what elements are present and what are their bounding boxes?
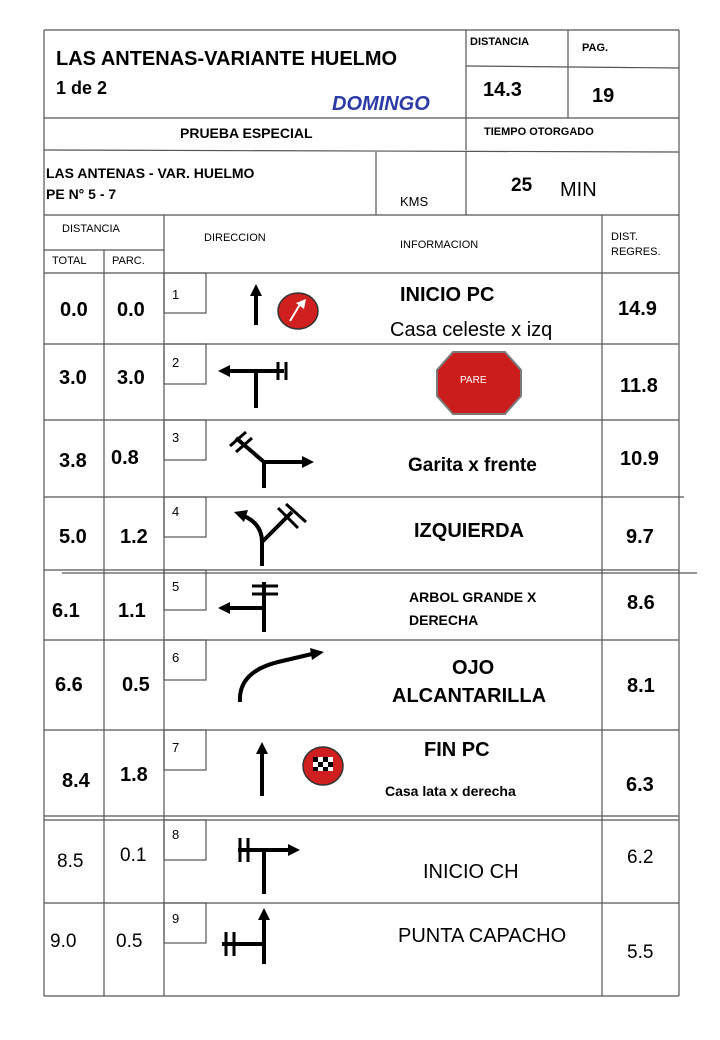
time-value: 25 <box>511 175 533 196</box>
col-remaining-2: REGRES. <box>611 246 661 258</box>
partial-distance: 3.0 <box>117 367 145 389</box>
remaining-distance: 5.5 <box>627 942 654 963</box>
total-distance: 8.5 <box>57 851 84 872</box>
info-subtext: Casa lata x derecha <box>385 783 516 799</box>
partial-distance: 1.2 <box>120 526 148 548</box>
t-junction-right-icon <box>228 828 304 898</box>
col-total: TOTAL <box>52 255 87 267</box>
remaining-distance: 9.7 <box>626 526 654 548</box>
partial-distance: 0.5 <box>116 931 143 952</box>
total-distance: 6.1 <box>52 600 80 622</box>
sheet-count: 1 de 2 <box>56 78 108 98</box>
junction-left-straight-icon <box>216 904 276 968</box>
kms-label: KMS <box>400 194 429 209</box>
total-distance: 0.0 <box>60 299 88 321</box>
row-index: 8 <box>172 827 180 842</box>
col-info: INFORMACION <box>400 239 479 251</box>
row-index: 2 <box>172 355 180 370</box>
row-index: 7 <box>172 740 180 755</box>
info-text: PUNTA CAPACHO <box>398 925 567 947</box>
partial-distance: 1.1 <box>118 600 146 622</box>
info-text: OJO <box>452 657 495 679</box>
total-distance: 5.0 <box>59 526 87 548</box>
time-unit: MIN <box>560 179 597 201</box>
day-label: DOMINGO <box>332 93 430 115</box>
remaining-distance: 6.2 <box>627 847 654 868</box>
info-subtext: Casa celeste x izq <box>390 319 553 341</box>
row-index: 5 <box>172 579 180 594</box>
remaining-distance: 11.8 <box>620 375 658 397</box>
info-text: INICIO PC <box>400 284 495 306</box>
junction-right-icon <box>226 426 316 492</box>
row-index: 6 <box>172 650 180 665</box>
info-text: Garita x frente <box>408 455 537 476</box>
straight-arrow-icon <box>248 740 278 800</box>
remaining-distance: 10.9 <box>620 448 659 470</box>
row-index: 4 <box>172 504 180 519</box>
start-flag-icon <box>276 291 320 331</box>
page-label: PAG. <box>582 42 609 54</box>
checkered-flag-icon <box>300 744 346 788</box>
partial-distance: 1.8 <box>120 764 148 786</box>
remaining-distance: 8.1 <box>627 675 655 697</box>
info-subtext: DERECHA <box>409 612 479 628</box>
remaining-distance: 6.3 <box>626 774 654 796</box>
col-distance: DISTANCIA <box>62 223 120 235</box>
info-text: IZQUIERDA <box>414 520 524 542</box>
distance-label: DISTANCIA <box>470 36 530 48</box>
info-text: INICIO CH <box>423 861 519 883</box>
partial-distance: 0.1 <box>120 845 147 866</box>
total-distance: 3.8 <box>59 450 87 472</box>
col-partial: PARC. <box>112 255 145 267</box>
info-subtext: ALCANTARILLA <box>392 685 547 707</box>
total-distance: 3.0 <box>59 367 87 389</box>
stop-sign-text: PARE <box>460 375 487 386</box>
info-text: FIN PC <box>424 739 490 761</box>
stage-label: PRUEBA ESPECIAL <box>180 125 313 141</box>
curve-left-icon <box>222 500 308 570</box>
info-text: ARBOL GRANDE X <box>409 589 537 605</box>
row-index: 3 <box>172 430 180 445</box>
col-direction: DIRECCION <box>204 232 266 244</box>
stage-name: LAS ANTENAS - VAR. HUELMO <box>46 165 255 181</box>
crossroad-left-icon <box>216 576 286 636</box>
partial-distance: 0.8 <box>111 447 139 469</box>
remaining-distance: 14.9 <box>618 298 657 320</box>
page-number: 19 <box>592 85 615 107</box>
row-index: 1 <box>172 287 180 302</box>
roadbook-title: LAS ANTENAS-VARIANTE HUELMO <box>56 48 398 70</box>
curve-right-icon <box>228 646 328 706</box>
total-distance: 9.0 <box>50 931 77 952</box>
distance-value: 14.3 <box>483 79 522 101</box>
col-remaining: DIST. <box>611 231 638 243</box>
stage-number: PE N° 5 - 7 <box>46 186 117 202</box>
row-index: 9 <box>172 911 180 926</box>
total-distance: 6.6 <box>55 674 83 696</box>
time-label: TIEMPO OTORGADO <box>484 126 594 138</box>
remaining-distance: 8.6 <box>627 592 655 614</box>
total-distance: 8.4 <box>62 770 90 792</box>
partial-distance: 0.0 <box>117 299 145 321</box>
t-junction-left-icon <box>216 356 296 412</box>
partial-distance: 0.5 <box>122 674 150 696</box>
